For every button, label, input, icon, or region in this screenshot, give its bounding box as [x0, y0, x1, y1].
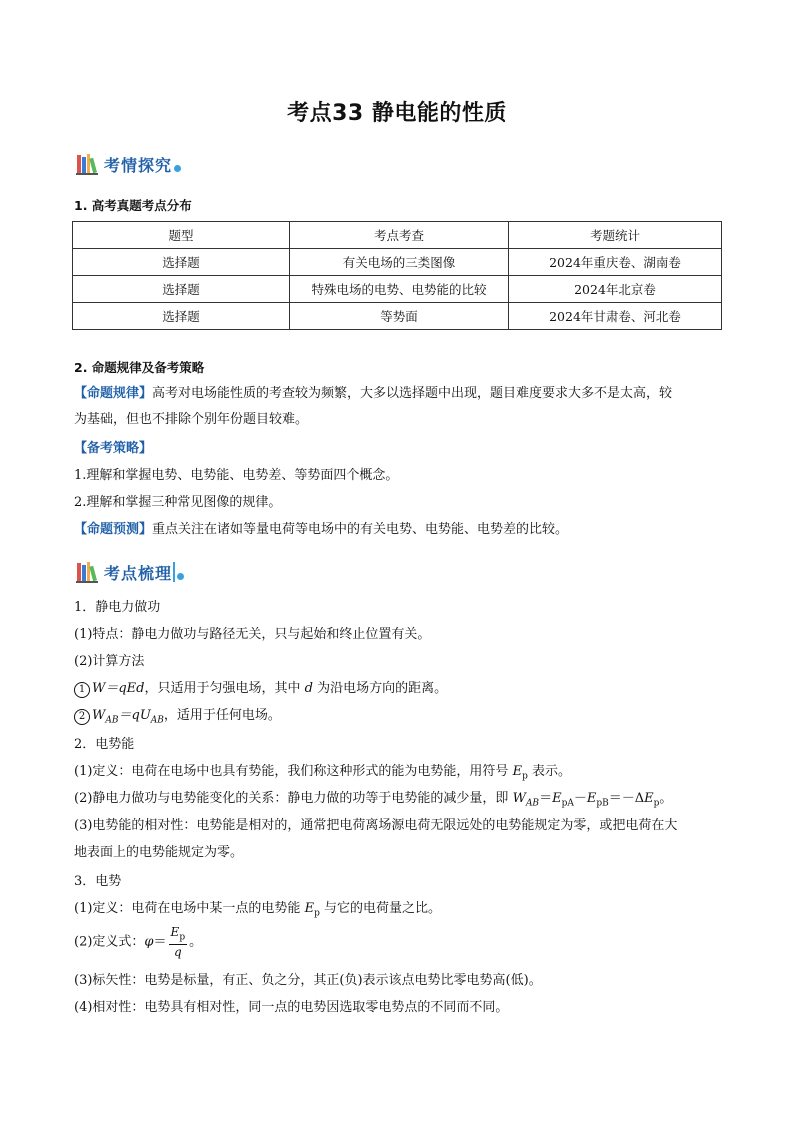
subscript: AB — [150, 715, 164, 726]
heading-potential: 3．电势 — [74, 874, 122, 889]
text: 。 — [659, 791, 673, 806]
potential-definition — [74, 900, 441, 923]
rule-tag: 【命题规律】 — [74, 386, 153, 401]
text: ，只适用于匀强电场，其中 — [144, 681, 305, 696]
variable: φ — [144, 934, 154, 950]
bullet-dot-icon — [177, 573, 184, 580]
text: ，适用于任何电场。 — [163, 708, 281, 723]
text: ＝ — [153, 934, 167, 950]
variable: E — [552, 791, 562, 806]
predict-paragraph — [74, 521, 568, 539]
text: － — [573, 791, 587, 806]
subscript: AB — [525, 798, 540, 809]
subheading-distribution: 1. 高考真题考点分布 — [74, 198, 192, 213]
text: (1)定义：电荷在电场中也具有势能，我们称这种形式的能为电势能，用符号 — [74, 764, 513, 779]
section-header-key-points — [76, 558, 184, 586]
section-label: 考点梳理 — [104, 563, 173, 583]
section-header-exam-analysis — [76, 150, 181, 178]
subscript: pB — [596, 798, 609, 809]
table-cell: 2024年北京卷 — [509, 276, 722, 303]
pe-work-relation — [74, 790, 672, 813]
heading-work: 1．静电力做功 — [74, 600, 161, 615]
subscript: p — [314, 908, 320, 919]
table-cell: 等势面 — [290, 303, 509, 330]
predict-tag: 【命题预测】 — [74, 522, 153, 537]
work-feature: (1)特点：静电力做功与路径无关，只与起始和终止位置有关。 — [74, 627, 431, 642]
table-header-cell: 题型 — [73, 222, 290, 249]
table-cell: 有关电场的三类图像 — [290, 249, 509, 276]
section-label: 考情探究 — [104, 155, 173, 175]
work-formula-2 — [74, 707, 281, 730]
variable: E — [304, 901, 315, 916]
heading-potential-energy: 2．电势能 — [74, 737, 135, 752]
formula: ＝qU — [118, 708, 151, 723]
strategy-tag-line — [74, 440, 152, 458]
potential-relativity: (4)相对性：电势具有相对性，同一点的电势因选取零电势点的不同而不同。 — [74, 1000, 509, 1015]
page-title: 考点33 静电能的性质 — [287, 101, 507, 126]
table-header-cell: 考题统计 — [509, 222, 722, 249]
text: ＝ — [539, 791, 553, 806]
variable: d — [304, 681, 313, 696]
table-cell: 特殊电场的电势、电势能的比较 — [290, 276, 509, 303]
table-row — [73, 249, 722, 276]
text: 为沿电场方向的距离。 — [312, 681, 448, 696]
subscript: AB — [105, 715, 119, 726]
potential-formula — [74, 925, 202, 959]
potential-scalar: (3)标矢性：电势是标量，有正、负之分，其正(负)表示该点电势比零电势高(低)。 — [74, 973, 542, 988]
table-row — [73, 276, 722, 303]
circled-number: 2 — [74, 709, 90, 725]
pe-relativity-cont: 地表面上的电势能规定为零。 — [74, 845, 244, 860]
rule-paragraph-cont: 为基础，但也不排除个别年份题目较难。 — [74, 412, 309, 427]
variable: E — [586, 791, 597, 806]
subscript: p — [653, 798, 660, 809]
table-cell: 2024年甘肃卷、河北卷 — [509, 303, 722, 330]
table-cell: 选择题 — [73, 249, 290, 276]
text: 表示。 — [527, 764, 571, 779]
bullet-dot-icon — [174, 165, 181, 172]
subscript: p — [522, 771, 528, 782]
exam-distribution-table — [72, 221, 722, 330]
table-row — [73, 303, 722, 330]
denominator: q — [173, 945, 182, 960]
variable: E — [512, 764, 523, 779]
text: ＝－Δ — [608, 791, 645, 806]
work-method: (2)计算方法 — [74, 654, 145, 669]
rule-text: 高考对电场能性质的考查较为频繁，大多以选择题中出现，题目难度要求大多不是太高，较 — [152, 386, 673, 401]
variable: E — [644, 791, 654, 806]
rule-paragraph — [74, 385, 672, 403]
text: 。 — [189, 934, 203, 950]
text-cursor — [173, 562, 175, 582]
pe-relativity: (3)电势能的相对性：电势能是相对的，通常把电荷离场源电荷无限远处的电势能规定为零，或把电荷在大 — [74, 818, 678, 833]
subscript: pA — [561, 798, 574, 809]
books-icon — [76, 560, 100, 584]
text: (1)定义：电荷在电场中某一点的电势能 — [74, 901, 305, 916]
circled-number: 1 — [74, 682, 90, 698]
books-icon — [76, 152, 100, 176]
predict-text: 重点关注在诸如等量电荷等电场中的有关电势、电势能、电势差的比较。 — [152, 522, 569, 537]
text: 与它的电荷量之比。 — [319, 901, 441, 916]
formula: W＝qEd — [92, 681, 145, 696]
pe-definition — [74, 763, 571, 786]
subscript: p — [179, 932, 186, 943]
strategy-item: 2.理解和掌握三种常见图像的规律。 — [74, 495, 282, 510]
table-header-row — [73, 222, 722, 249]
fraction — [169, 925, 188, 959]
table-cell: 选择题 — [73, 276, 290, 303]
table-cell: 2024年重庆卷、湖南卷 — [509, 249, 722, 276]
subheading-strategy: 2. 命题规律及备考策略 — [74, 360, 205, 375]
text: (2)静电力做功与电势能变化的关系：静电力做的功等于电势能的减少量，即 — [74, 791, 513, 806]
work-formula-1 — [74, 680, 447, 698]
numerator: E — [170, 925, 180, 939]
table-header-cell: 考点考查 — [290, 222, 509, 249]
text: (2)定义式： — [74, 934, 145, 950]
variable: W — [92, 708, 106, 723]
table-cell: 选择题 — [73, 303, 290, 330]
variable: W — [512, 791, 526, 806]
strategy-item: 1.理解和掌握电势、电势能、电势差、等势面四个概念。 — [74, 468, 399, 483]
strategy-tag: 【备考策略】 — [74, 441, 153, 456]
